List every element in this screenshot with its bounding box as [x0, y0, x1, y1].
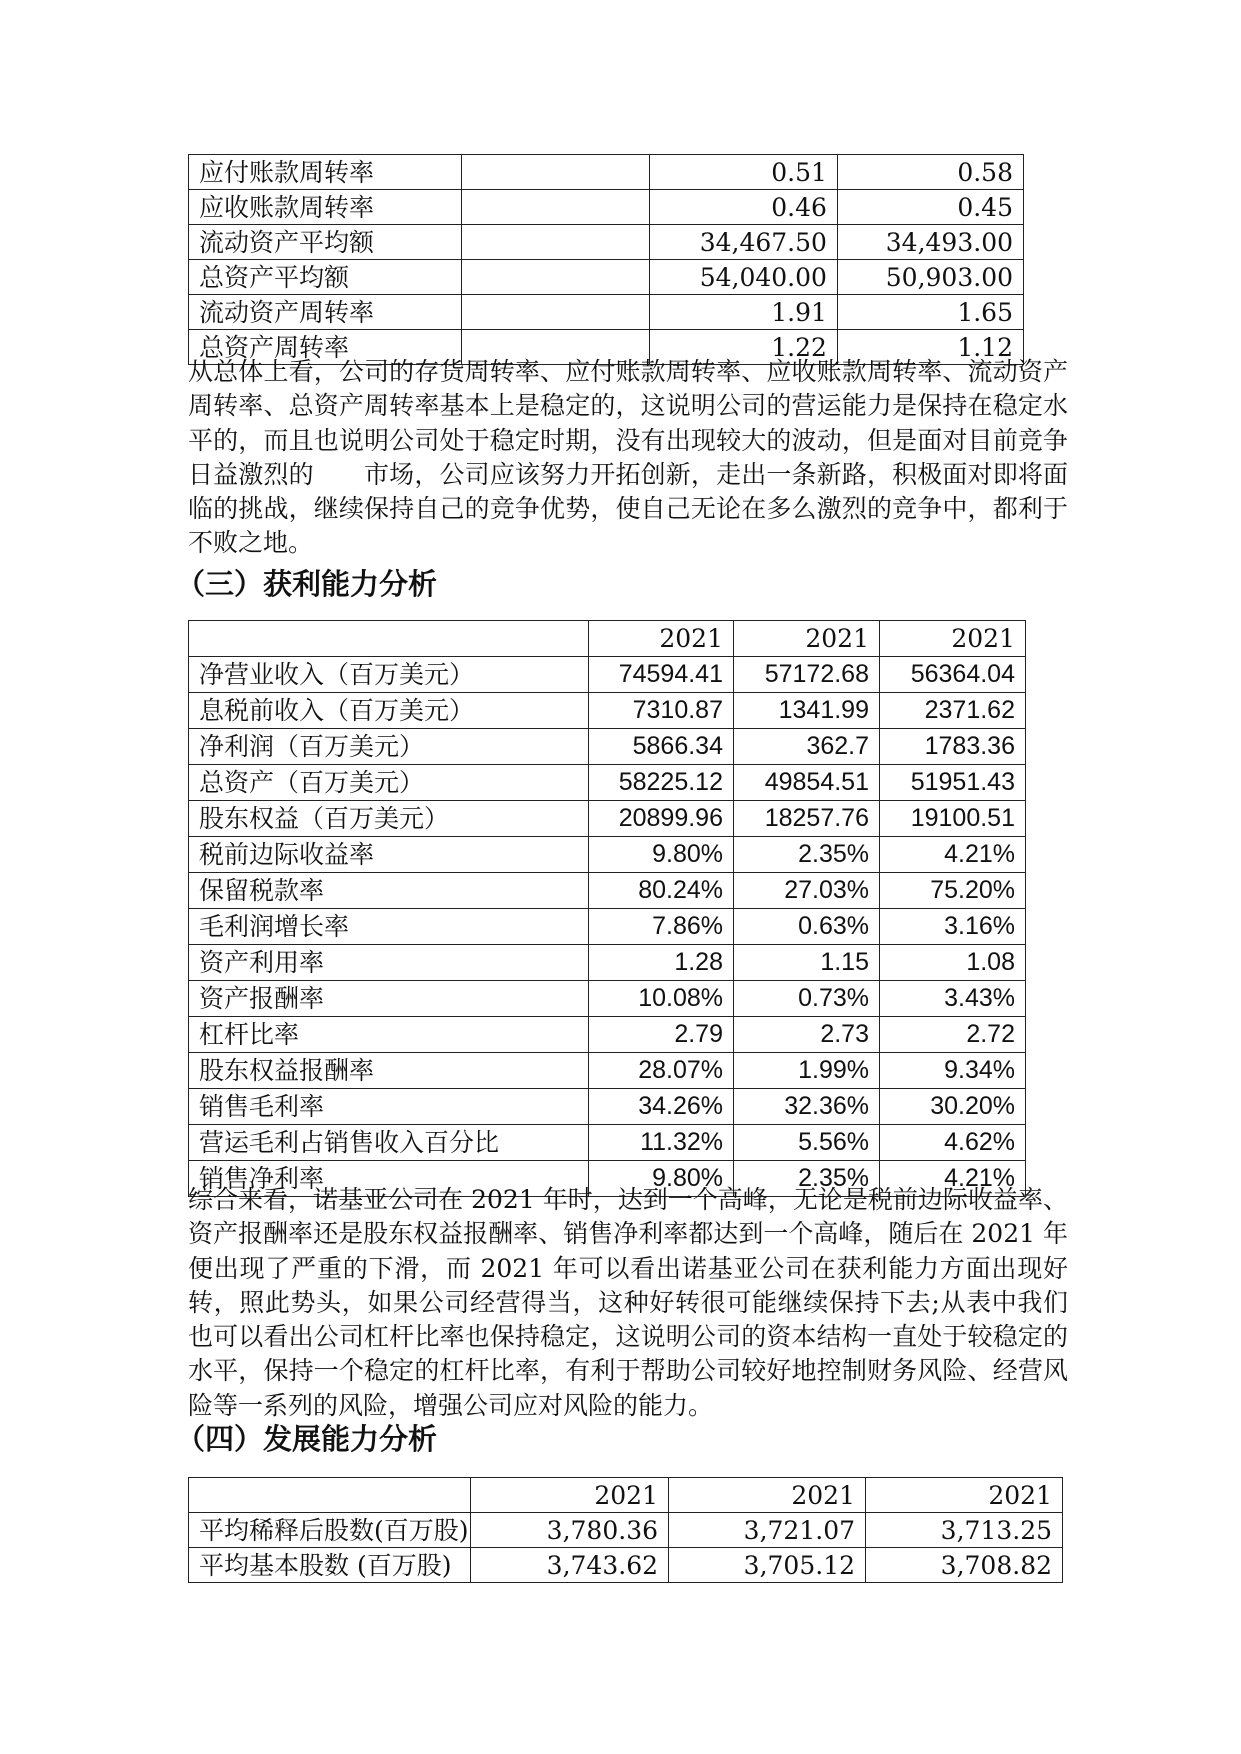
profitability-paragraph: 综合来看，诺基亚公司在 2021 年时，达到一个高峰，无论是税前边际收益率、资产报酬率还是股东权益报酬率、销售净利率都达到一个高峰，随后在 2021 年便出现了严重的下滑，而 2021 年可以看出诺基亚公司在获利能力方面出现好转，照此势头，如果公司经营得当，这种好转很可能继续保持下去;从表中我们也可以看出公司杠杆比率也保持稳定，这说明公司的资本结构一直处于较稳定的水平，保持一个稳定的杠杆比率，有利于帮助公司较好地控制财务风险、经营风险等一系列的风险，增强公司应对风险的能力。 [188, 1185, 1068, 1420]
value-cell: 56364.04 [880, 657, 1026, 693]
row-label: 平均基本股数 (百万股) [189, 1548, 471, 1583]
value-cell: 1.12 [837, 330, 1023, 365]
table-row [189, 765, 1026, 801]
value-cell: 4.21% [880, 1161, 1026, 1197]
row-label: 总资产周转率 [189, 330, 462, 365]
row-label: 流动资产平均额 [189, 225, 462, 260]
value-cell: 34,467.50 [649, 225, 837, 260]
row-label: 股东权益（百万美元） [189, 801, 589, 837]
value-cell: 19100.51 [880, 801, 1026, 837]
value-cell: 2.73 [734, 1017, 880, 1053]
value-cell: 7.86% [589, 909, 734, 945]
value-cell: 3,705.12 [669, 1548, 866, 1583]
row-label: 净营业收入（百万美元） [189, 657, 589, 693]
value-cell: 4.21% [880, 837, 1026, 873]
value-cell: 1341.99 [734, 693, 880, 729]
year-header: 2021 [734, 621, 880, 657]
value-cell: 4.62% [880, 1125, 1026, 1161]
row-label: 净利润（百万美元） [189, 729, 589, 765]
table-row [189, 693, 1026, 729]
value-cell: 27.03% [734, 873, 880, 909]
value-cell: 54,040.00 [649, 260, 837, 295]
value-cell: 80.24% [589, 873, 734, 909]
value-cell: 1.65 [837, 295, 1023, 330]
value-cell: 9.34% [880, 1053, 1026, 1089]
value-cell: 0.46 [649, 190, 837, 225]
value-cell: 28.07% [589, 1053, 734, 1089]
value-cell: 0.51 [649, 155, 837, 190]
year-header: 2021 [880, 621, 1026, 657]
table-row [189, 909, 1026, 945]
empty-cell [461, 155, 649, 190]
value-cell: 9.80% [589, 1161, 734, 1197]
value-cell: 50,903.00 [837, 260, 1023, 295]
table-row [189, 190, 1024, 225]
value-cell: 10.08% [589, 981, 734, 1017]
row-label: 息税前收入（百万美元） [189, 693, 589, 729]
development-table [188, 1477, 1063, 1583]
table-row [189, 1017, 1026, 1053]
value-cell: 3,743.62 [471, 1548, 669, 1583]
table-row [189, 1125, 1026, 1161]
row-label: 应付账款周转率 [189, 155, 462, 190]
value-cell: 2.35% [734, 837, 880, 873]
row-label: 销售净利率 [189, 1161, 589, 1197]
row-label: 销售毛利率 [189, 1089, 589, 1125]
row-label: 资产报酬率 [189, 981, 589, 1017]
profitability-heading: （三）获利能力分析 [176, 567, 438, 601]
row-label: 营运毛利占销售收入百分比 [189, 1125, 589, 1161]
empty-cell [461, 190, 649, 225]
value-cell: 1.91 [649, 295, 837, 330]
table-row [189, 1053, 1026, 1089]
value-cell: 3,708.82 [866, 1548, 1063, 1583]
header-label [189, 621, 589, 657]
value-cell: 32.36% [734, 1089, 880, 1125]
table-row [189, 295, 1024, 330]
value-cell: 30.20% [880, 1089, 1026, 1125]
value-cell: 75.20% [880, 873, 1026, 909]
value-cell: 51951.43 [880, 765, 1026, 801]
value-cell: 0.45 [837, 190, 1023, 225]
table-row [189, 873, 1026, 909]
value-cell: 1.22 [649, 330, 837, 365]
table-row [189, 1089, 1026, 1125]
row-label: 毛利润增长率 [189, 909, 589, 945]
table-row [189, 801, 1026, 837]
empty-cell [461, 295, 649, 330]
table-header-row [189, 1478, 1063, 1513]
value-cell: 3,713.25 [866, 1513, 1063, 1548]
row-label: 应收账款周转率 [189, 190, 462, 225]
value-cell: 3,780.36 [471, 1513, 669, 1548]
table-row [189, 729, 1026, 765]
value-cell: 3,721.07 [669, 1513, 866, 1548]
value-cell: 11.32% [589, 1125, 734, 1161]
row-label: 总资产（百万美元） [189, 765, 589, 801]
row-label: 杠杆比率 [189, 1017, 589, 1053]
value-cell: 1.99% [734, 1053, 880, 1089]
table-row [189, 260, 1024, 295]
table-row [189, 657, 1026, 693]
year-header: 2021 [866, 1478, 1063, 1513]
value-cell: 0.58 [837, 155, 1023, 190]
value-cell: 2.35% [734, 1161, 880, 1197]
profitability-table [188, 620, 1026, 1197]
value-cell: 2.79 [589, 1017, 734, 1053]
development-heading: （四）发展能力分析 [176, 1422, 438, 1456]
value-cell: 1.15 [734, 945, 880, 981]
turnover-ratio-table [188, 154, 1024, 365]
table-row [189, 837, 1026, 873]
value-cell: 74594.41 [589, 657, 734, 693]
row-label: 股东权益报酬率 [189, 1053, 589, 1089]
row-label: 资产利用率 [189, 945, 589, 981]
empty-cell [461, 225, 649, 260]
value-cell: 0.63% [734, 909, 880, 945]
value-cell: 5.56% [734, 1125, 880, 1161]
year-header: 2021 [669, 1478, 866, 1513]
table-row [189, 981, 1026, 1017]
operating-capacity-paragraph: 从总体上看，公司的存货周转率、应付账款周转率、应收账款周转率、流动资产周转率、总资产周转率基本上是稳定的，这说明公司的营运能力是保持在稳定水平的，而且也说明公司处于稳定时期，没有出现较大的波动，但是面对目前竞争日益激烈的 市场，公司应该努力开拓创新，走出一条新路，积极面对即将面临的挑战，继续保持自己的竞争优势，使自己无论在多么激烈的竞争中，都利于不败之地。 [188, 357, 1068, 558]
table-header-row [189, 621, 1026, 657]
value-cell: 362.7 [734, 729, 880, 765]
value-cell: 7310.87 [589, 693, 734, 729]
row-label: 税前边际收益率 [189, 837, 589, 873]
value-cell: 57172.68 [734, 657, 880, 693]
year-header: 2021 [471, 1478, 669, 1513]
value-cell: 34.26% [589, 1089, 734, 1125]
value-cell: 1.08 [880, 945, 1026, 981]
value-cell: 3.16% [880, 909, 1026, 945]
value-cell: 1.28 [589, 945, 734, 981]
value-cell: 3.43% [880, 981, 1026, 1017]
empty-cell [461, 260, 649, 295]
year-header: 2021 [589, 621, 734, 657]
value-cell: 9.80% [589, 837, 734, 873]
value-cell: 2371.62 [880, 693, 1026, 729]
table-row [189, 1513, 1063, 1548]
table-row [189, 155, 1024, 190]
row-label: 保留税款率 [189, 873, 589, 909]
value-cell: 0.73% [734, 981, 880, 1017]
row-label: 流动资产周转率 [189, 295, 462, 330]
header-label [189, 1478, 471, 1513]
row-label: 平均稀释后股数(百万股) [189, 1513, 471, 1548]
value-cell: 2.72 [880, 1017, 1026, 1053]
value-cell: 58225.12 [589, 765, 734, 801]
value-cell: 1783.36 [880, 729, 1026, 765]
value-cell: 5866.34 [589, 729, 734, 765]
value-cell: 18257.76 [734, 801, 880, 837]
value-cell: 20899.96 [589, 801, 734, 837]
table-row [189, 945, 1026, 981]
row-label: 总资产平均额 [189, 260, 462, 295]
value-cell: 34,493.00 [837, 225, 1023, 260]
value-cell: 49854.51 [734, 765, 880, 801]
table-row [189, 1548, 1063, 1583]
table-row [189, 225, 1024, 260]
